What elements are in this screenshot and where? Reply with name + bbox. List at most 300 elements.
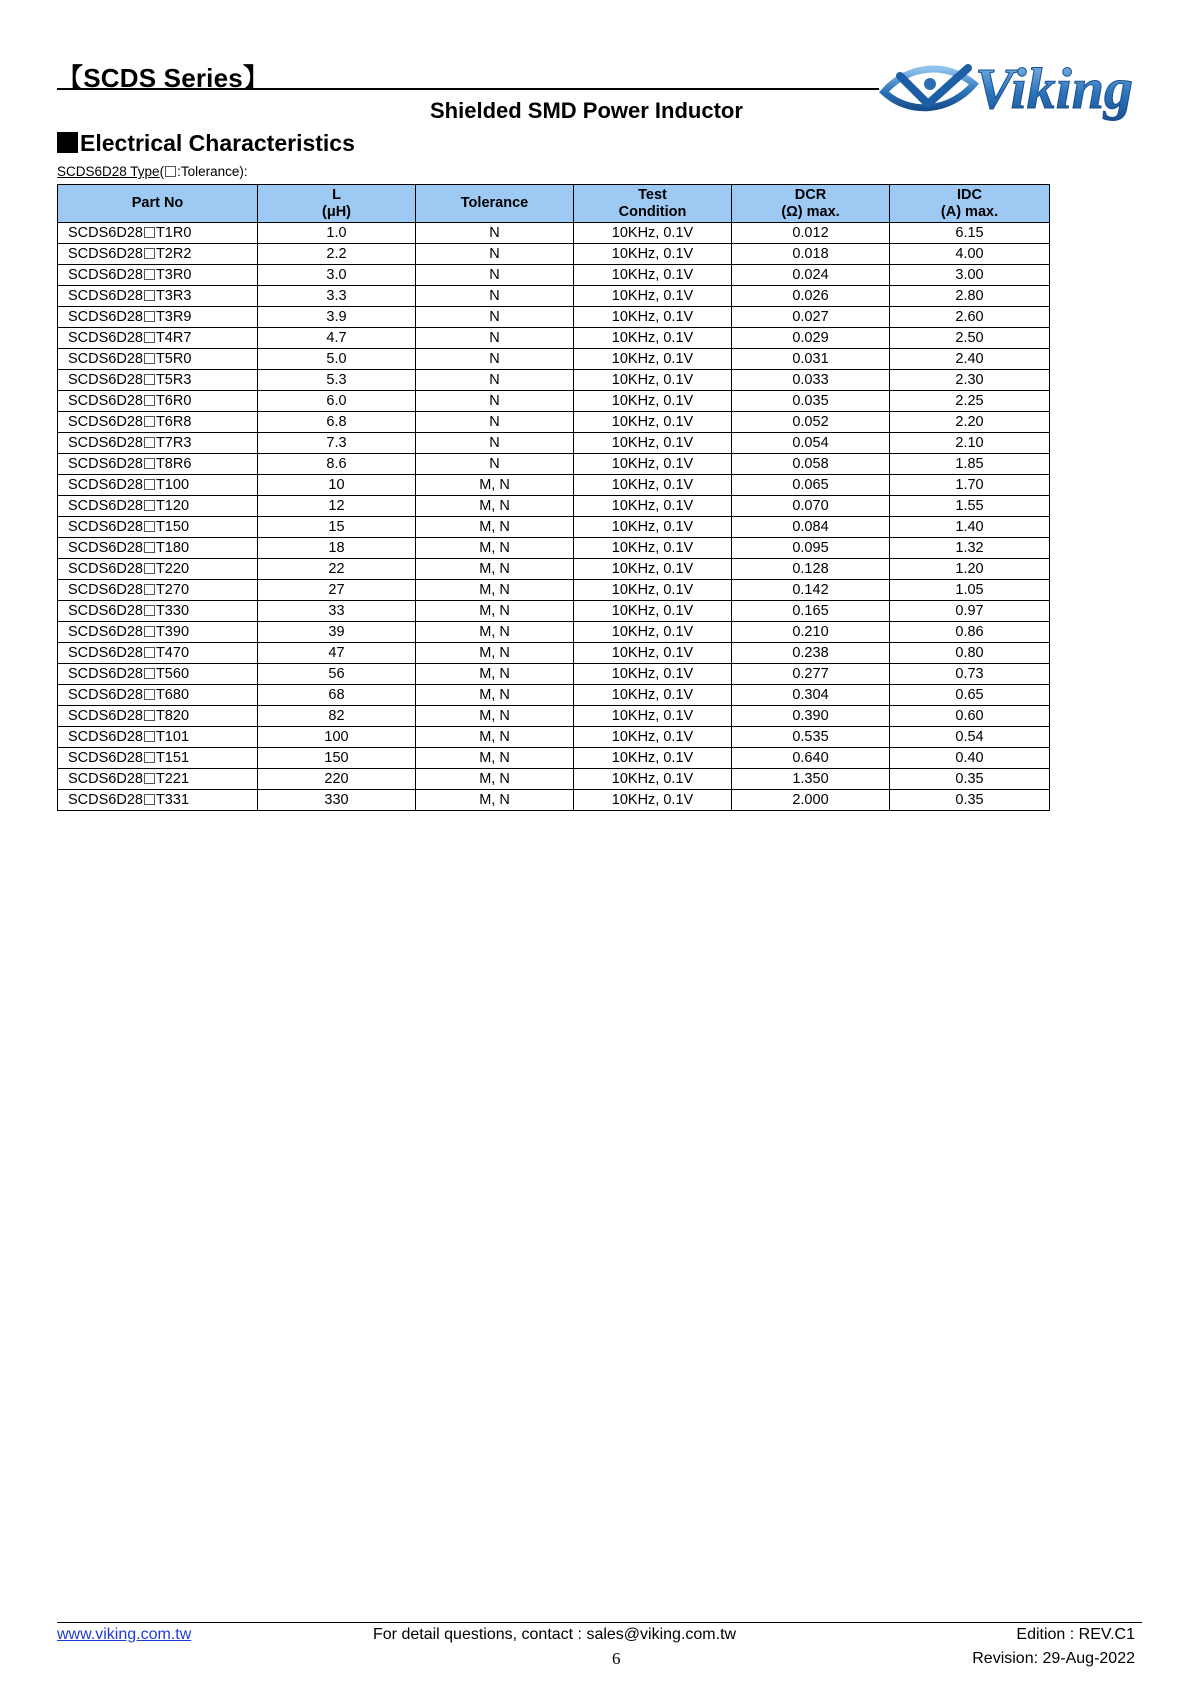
cell-idc: 2.50 — [890, 328, 1050, 349]
part-prefix: SCDS6D28 — [68, 498, 143, 514]
cell-dcr: 0.012 — [732, 223, 890, 244]
cell-part-no — [58, 748, 258, 769]
table-row — [58, 769, 1050, 790]
cell-dcr: 0.128 — [732, 559, 890, 580]
cell-part-no — [58, 328, 258, 349]
part-suffix: T120 — [155, 498, 190, 514]
header-part-no — [58, 185, 258, 223]
table-row — [58, 790, 1050, 811]
cell-dcr: 2.000 — [732, 790, 890, 811]
cell-inductance: 47 — [258, 643, 416, 664]
cell-idc: 0.97 — [890, 601, 1050, 622]
cell-part-no — [58, 349, 258, 370]
cell-idc: 2.80 — [890, 286, 1050, 307]
tolerance-box-icon — [144, 668, 155, 679]
table-row — [58, 748, 1050, 769]
cell-dcr: 0.065 — [732, 475, 890, 496]
cell-idc: 0.54 — [890, 727, 1050, 748]
cell-test-condition: 10KHz, 0.1V — [574, 328, 732, 349]
cell-dcr: 0.142 — [732, 580, 890, 601]
header-dcr — [732, 185, 890, 223]
table-row — [58, 454, 1050, 475]
cell-tolerance: N — [416, 286, 574, 307]
cell-dcr: 0.640 — [732, 748, 890, 769]
subtitle: Shielded SMD Power Inductor — [430, 98, 743, 123]
part-suffix: T100 — [155, 477, 190, 493]
type-link[interactable]: SCDS6D28 Type — [57, 164, 160, 179]
cell-tolerance: M, N — [416, 496, 574, 517]
cell-dcr: 0.054 — [732, 433, 890, 454]
tolerance-box-icon — [144, 626, 155, 637]
part-prefix: SCDS6D28 — [68, 351, 143, 367]
cell-dcr: 0.026 — [732, 286, 890, 307]
cell-idc: 0.35 — [890, 790, 1050, 811]
tolerance-box-icon — [144, 458, 155, 469]
cell-test-condition: 10KHz, 0.1V — [574, 622, 732, 643]
tolerance-box-icon — [144, 647, 155, 658]
cell-idc: 2.10 — [890, 433, 1050, 454]
cell-tolerance: N — [416, 370, 574, 391]
cell-dcr: 0.165 — [732, 601, 890, 622]
cell-idc: 0.40 — [890, 748, 1050, 769]
cell-inductance: 220 — [258, 769, 416, 790]
cell-inductance: 5.3 — [258, 370, 416, 391]
part-suffix: T4R7 — [155, 330, 192, 346]
brand-wordmark: Viking — [975, 56, 1133, 121]
cell-part-no — [58, 769, 258, 790]
table-header-row — [58, 185, 1050, 223]
cell-tolerance: N — [416, 307, 574, 328]
part-suffix: T8R6 — [155, 456, 192, 472]
cell-dcr: 0.029 — [732, 328, 890, 349]
electrical-characteristics-table — [57, 184, 1050, 811]
part-prefix: SCDS6D28 — [68, 246, 143, 262]
cell-idc: 0.73 — [890, 664, 1050, 685]
cell-test-condition: 10KHz, 0.1V — [574, 559, 732, 580]
cell-tolerance: M, N — [416, 685, 574, 706]
part-suffix: T820 — [155, 708, 190, 724]
cell-test-condition: 10KHz, 0.1V — [574, 349, 732, 370]
table-row — [58, 412, 1050, 433]
table-row — [58, 685, 1050, 706]
cell-idc: 1.85 — [890, 454, 1050, 475]
part-prefix: SCDS6D28 — [68, 519, 143, 535]
table-row — [58, 580, 1050, 601]
header-part-no-text: Part No — [131, 195, 184, 211]
cell-part-no — [58, 706, 258, 727]
cell-idc: 2.25 — [890, 391, 1050, 412]
part-prefix: SCDS6D28 — [68, 624, 143, 640]
cell-test-condition: 10KHz, 0.1V — [574, 286, 732, 307]
part-suffix: T3R3 — [155, 288, 192, 304]
tolerance-box-icon — [144, 437, 155, 448]
cell-inductance: 6.0 — [258, 391, 416, 412]
cell-idc: 1.55 — [890, 496, 1050, 517]
part-suffix: T5R3 — [155, 372, 192, 388]
table-row — [58, 244, 1050, 265]
cell-inductance: 33 — [258, 601, 416, 622]
part-suffix: T6R0 — [155, 393, 192, 409]
table-row — [58, 391, 1050, 412]
part-prefix: SCDS6D28 — [68, 540, 143, 556]
square-bullet-icon — [57, 132, 78, 153]
part-prefix: SCDS6D28 — [68, 792, 143, 808]
cell-dcr: 0.390 — [732, 706, 890, 727]
part-prefix: SCDS6D28 — [68, 267, 143, 283]
cell-dcr: 0.027 — [732, 307, 890, 328]
part-suffix: T101 — [155, 729, 190, 745]
tolerance-box-icon — [144, 248, 155, 259]
cell-part-no — [58, 475, 258, 496]
table-row — [58, 286, 1050, 307]
cell-inductance: 10 — [258, 475, 416, 496]
header-inductance-line2: (μH) — [322, 203, 351, 220]
table-row — [58, 706, 1050, 727]
part-suffix: T470 — [155, 645, 190, 661]
cell-idc: 0.80 — [890, 643, 1050, 664]
cell-tolerance: M, N — [416, 601, 574, 622]
part-prefix: SCDS6D28 — [68, 393, 143, 409]
part-prefix: SCDS6D28 — [68, 582, 143, 598]
tolerance-box-icon — [144, 353, 155, 364]
cell-part-no — [58, 643, 258, 664]
table-row — [58, 559, 1050, 580]
part-suffix: T560 — [155, 666, 190, 682]
cell-tolerance: M, N — [416, 769, 574, 790]
cell-test-condition: 10KHz, 0.1V — [574, 706, 732, 727]
tolerance-box-icon — [165, 166, 176, 177]
cell-tolerance: M, N — [416, 790, 574, 811]
cell-part-no — [58, 664, 258, 685]
part-prefix: SCDS6D28 — [68, 435, 143, 451]
cell-test-condition: 10KHz, 0.1V — [574, 265, 732, 286]
part-prefix: SCDS6D28 — [68, 645, 143, 661]
part-prefix: SCDS6D28 — [68, 708, 143, 724]
viking-logo — [878, 50, 1154, 126]
cell-dcr: 1.350 — [732, 769, 890, 790]
part-suffix: T270 — [155, 582, 190, 598]
cell-tolerance: M, N — [416, 559, 574, 580]
part-prefix: SCDS6D28 — [68, 561, 143, 577]
tolerance-box-icon — [144, 773, 155, 784]
cell-tolerance: M, N — [416, 622, 574, 643]
cell-idc: 1.40 — [890, 517, 1050, 538]
tolerance-box-icon — [144, 710, 155, 721]
cell-dcr: 0.033 — [732, 370, 890, 391]
part-suffix: T3R0 — [155, 267, 192, 283]
header-idc-line2: (A) max. — [940, 203, 999, 220]
cell-tolerance: M, N — [416, 664, 574, 685]
cell-tolerance: M, N — [416, 748, 574, 769]
cell-dcr: 0.238 — [732, 643, 890, 664]
part-suffix: T151 — [155, 750, 190, 766]
cell-inductance: 330 — [258, 790, 416, 811]
cell-inductance: 6.8 — [258, 412, 416, 433]
cell-idc: 3.00 — [890, 265, 1050, 286]
cell-inductance: 2.2 — [258, 244, 416, 265]
cell-dcr: 0.535 — [732, 727, 890, 748]
cell-inductance: 68 — [258, 685, 416, 706]
cell-part-no — [58, 307, 258, 328]
cell-inductance: 8.6 — [258, 454, 416, 475]
cell-dcr: 0.084 — [732, 517, 890, 538]
header-idc-line1: IDC — [957, 186, 982, 203]
part-suffix: T5R0 — [155, 351, 192, 367]
cell-part-no — [58, 622, 258, 643]
cell-tolerance: N — [416, 433, 574, 454]
cell-tolerance: M, N — [416, 580, 574, 601]
tolerance-box-icon — [144, 605, 155, 616]
cell-part-no — [58, 244, 258, 265]
header-test-condition-line2: Condition — [618, 203, 687, 220]
cell-tolerance: N — [416, 454, 574, 475]
cell-part-no — [58, 433, 258, 454]
cell-test-condition: 10KHz, 0.1V — [574, 475, 732, 496]
part-suffix: T3R9 — [155, 309, 192, 325]
tolerance-box-icon — [144, 689, 155, 700]
header-tolerance-text: Tolerance — [460, 195, 529, 211]
table-row — [58, 664, 1050, 685]
table-row — [58, 601, 1050, 622]
header-inductance — [258, 185, 416, 223]
cell-test-condition: 10KHz, 0.1V — [574, 454, 732, 475]
part-suffix: T331 — [155, 792, 190, 808]
cell-idc: 6.15 — [890, 223, 1050, 244]
tolerance-box-icon — [144, 227, 155, 238]
table-row — [58, 475, 1050, 496]
cell-tolerance: M, N — [416, 706, 574, 727]
cell-test-condition: 10KHz, 0.1V — [574, 538, 732, 559]
cell-test-condition: 10KHz, 0.1V — [574, 370, 732, 391]
cell-tolerance: M, N — [416, 727, 574, 748]
cell-test-condition: 10KHz, 0.1V — [574, 223, 732, 244]
cell-dcr: 0.031 — [732, 349, 890, 370]
section-heading — [57, 130, 355, 157]
cell-idc: 1.05 — [890, 580, 1050, 601]
cell-inductance: 100 — [258, 727, 416, 748]
cell-tolerance: M, N — [416, 538, 574, 559]
cell-part-no — [58, 223, 258, 244]
tolerance-box-icon — [144, 332, 155, 343]
cell-inductance: 7.3 — [258, 433, 416, 454]
footer-revision: Revision: 29-Aug-2022 — [972, 1650, 1135, 1667]
tolerance-box-icon — [144, 542, 155, 553]
cell-tolerance: M, N — [416, 643, 574, 664]
part-prefix: SCDS6D28 — [68, 477, 143, 493]
cell-inductance: 12 — [258, 496, 416, 517]
type-note-rest: :Tolerance): — [177, 164, 248, 179]
cell-test-condition: 10KHz, 0.1V — [574, 391, 732, 412]
cell-part-no — [58, 559, 258, 580]
part-prefix: SCDS6D28 — [68, 750, 143, 766]
cell-inductance: 39 — [258, 622, 416, 643]
header-dcr-line2: (Ω) max. — [781, 203, 840, 220]
cell-part-no — [58, 601, 258, 622]
cell-idc: 0.60 — [890, 706, 1050, 727]
cell-test-condition: 10KHz, 0.1V — [574, 748, 732, 769]
part-suffix: T150 — [155, 519, 190, 535]
cell-test-condition: 10KHz, 0.1V — [574, 244, 732, 265]
type-note-open: ( — [159, 164, 165, 179]
table-row — [58, 349, 1050, 370]
cell-idc: 0.86 — [890, 622, 1050, 643]
cell-part-no — [58, 496, 258, 517]
part-suffix: T680 — [155, 687, 190, 703]
cell-part-no — [58, 454, 258, 475]
part-prefix: SCDS6D28 — [68, 729, 143, 745]
cell-part-no — [58, 517, 258, 538]
header-tolerance — [416, 185, 574, 223]
cell-inductance: 3.0 — [258, 265, 416, 286]
cell-part-no — [58, 412, 258, 433]
table-row — [58, 496, 1050, 517]
cell-dcr: 0.277 — [732, 664, 890, 685]
cell-inductance: 3.9 — [258, 307, 416, 328]
cell-test-condition: 10KHz, 0.1V — [574, 580, 732, 601]
footer-edition: Edition : REV.C1 — [1016, 1626, 1135, 1643]
table-row — [58, 643, 1050, 664]
part-suffix: T390 — [155, 624, 190, 640]
header-dcr-line1: DCR — [794, 186, 827, 203]
table-row — [58, 622, 1050, 643]
cell-part-no — [58, 790, 258, 811]
part-suffix: T6R8 — [155, 414, 192, 430]
part-suffix: T180 — [155, 540, 190, 556]
cell-idc: 2.60 — [890, 307, 1050, 328]
cell-part-no — [58, 538, 258, 559]
cell-test-condition: 10KHz, 0.1V — [574, 433, 732, 454]
part-prefix: SCDS6D28 — [68, 372, 143, 388]
tolerance-box-icon — [144, 395, 155, 406]
part-prefix: SCDS6D28 — [68, 771, 143, 787]
header-test-condition — [574, 185, 732, 223]
cell-inductance: 15 — [258, 517, 416, 538]
cell-dcr: 0.035 — [732, 391, 890, 412]
part-prefix: SCDS6D28 — [68, 687, 143, 703]
cell-tolerance: N — [416, 391, 574, 412]
tolerance-box-icon — [144, 500, 155, 511]
table-row — [58, 307, 1050, 328]
cell-dcr: 0.058 — [732, 454, 890, 475]
series-title: 【SCDS Series】 — [57, 63, 270, 93]
tolerance-box-icon — [144, 521, 155, 532]
section-heading-text: Electrical Characteristics — [80, 130, 355, 156]
cell-dcr: 0.210 — [732, 622, 890, 643]
footer-rule — [57, 1622, 1142, 1623]
header-rule — [57, 88, 879, 90]
part-prefix: SCDS6D28 — [68, 330, 143, 346]
cell-part-no — [58, 391, 258, 412]
tolerance-box-icon — [144, 563, 155, 574]
cell-idc: 1.32 — [890, 538, 1050, 559]
cell-test-condition: 10KHz, 0.1V — [574, 517, 732, 538]
cell-idc: 2.20 — [890, 412, 1050, 433]
cell-test-condition: 10KHz, 0.1V — [574, 790, 732, 811]
cell-idc: 1.20 — [890, 559, 1050, 580]
cell-test-condition: 10KHz, 0.1V — [574, 601, 732, 622]
table-row — [58, 223, 1050, 244]
part-prefix: SCDS6D28 — [68, 414, 143, 430]
part-prefix: SCDS6D28 — [68, 309, 143, 325]
table-row — [58, 433, 1050, 454]
cell-part-no — [58, 370, 258, 391]
cell-inductance: 1.0 — [258, 223, 416, 244]
header-test-condition-line1: Test — [638, 186, 667, 203]
tolerance-box-icon — [144, 731, 155, 742]
cell-test-condition: 10KHz, 0.1V — [574, 664, 732, 685]
cell-tolerance: N — [416, 265, 574, 286]
cell-tolerance: N — [416, 328, 574, 349]
tolerance-box-icon — [144, 374, 155, 385]
type-note — [57, 164, 248, 179]
cell-idc: 2.40 — [890, 349, 1050, 370]
table-row — [58, 727, 1050, 748]
cell-dcr: 0.304 — [732, 685, 890, 706]
header-idc — [890, 185, 1050, 223]
part-prefix: SCDS6D28 — [68, 456, 143, 472]
cell-idc: 0.65 — [890, 685, 1050, 706]
tolerance-box-icon — [144, 269, 155, 280]
table-row — [58, 517, 1050, 538]
cell-inductance: 82 — [258, 706, 416, 727]
cell-dcr: 0.052 — [732, 412, 890, 433]
cell-dcr: 0.024 — [732, 265, 890, 286]
tolerance-box-icon — [144, 416, 155, 427]
footer-website-link[interactable]: www.viking.com.tw — [57, 1626, 192, 1643]
cell-tolerance: M, N — [416, 475, 574, 496]
part-suffix: T7R3 — [155, 435, 192, 451]
cell-inductance: 4.7 — [258, 328, 416, 349]
cell-inductance: 3.3 — [258, 286, 416, 307]
part-suffix: T220 — [155, 561, 190, 577]
part-suffix: T221 — [155, 771, 190, 787]
cell-test-condition: 10KHz, 0.1V — [574, 769, 732, 790]
cell-tolerance: N — [416, 244, 574, 265]
table-body — [58, 223, 1050, 811]
tolerance-box-icon — [144, 290, 155, 301]
tolerance-box-icon — [144, 794, 155, 805]
cell-idc: 4.00 — [890, 244, 1050, 265]
table-row — [58, 370, 1050, 391]
part-suffix: T330 — [155, 603, 190, 619]
cell-idc: 1.70 — [890, 475, 1050, 496]
cell-part-no — [58, 580, 258, 601]
cell-dcr: 0.070 — [732, 496, 890, 517]
cell-tolerance: M, N — [416, 517, 574, 538]
cell-part-no — [58, 265, 258, 286]
part-suffix: T2R2 — [155, 246, 192, 262]
table-row — [58, 538, 1050, 559]
cell-test-condition: 10KHz, 0.1V — [574, 496, 732, 517]
cell-tolerance: N — [416, 349, 574, 370]
cell-idc: 0.35 — [890, 769, 1050, 790]
cell-idc: 2.30 — [890, 370, 1050, 391]
cell-dcr: 0.095 — [732, 538, 890, 559]
footer-contact: For detail questions, contact : sales@viking.com.tw — [373, 1626, 737, 1643]
cell-dcr: 0.018 — [732, 244, 890, 265]
cell-inductance: 27 — [258, 580, 416, 601]
tolerance-box-icon — [144, 584, 155, 595]
cell-test-condition: 10KHz, 0.1V — [574, 412, 732, 433]
cell-inductance: 22 — [258, 559, 416, 580]
cell-inductance: 150 — [258, 748, 416, 769]
tolerance-box-icon — [144, 752, 155, 763]
part-prefix: SCDS6D28 — [68, 666, 143, 682]
cell-inductance: 5.0 — [258, 349, 416, 370]
table-row — [58, 265, 1050, 286]
cell-part-no — [58, 286, 258, 307]
table-row — [58, 328, 1050, 349]
